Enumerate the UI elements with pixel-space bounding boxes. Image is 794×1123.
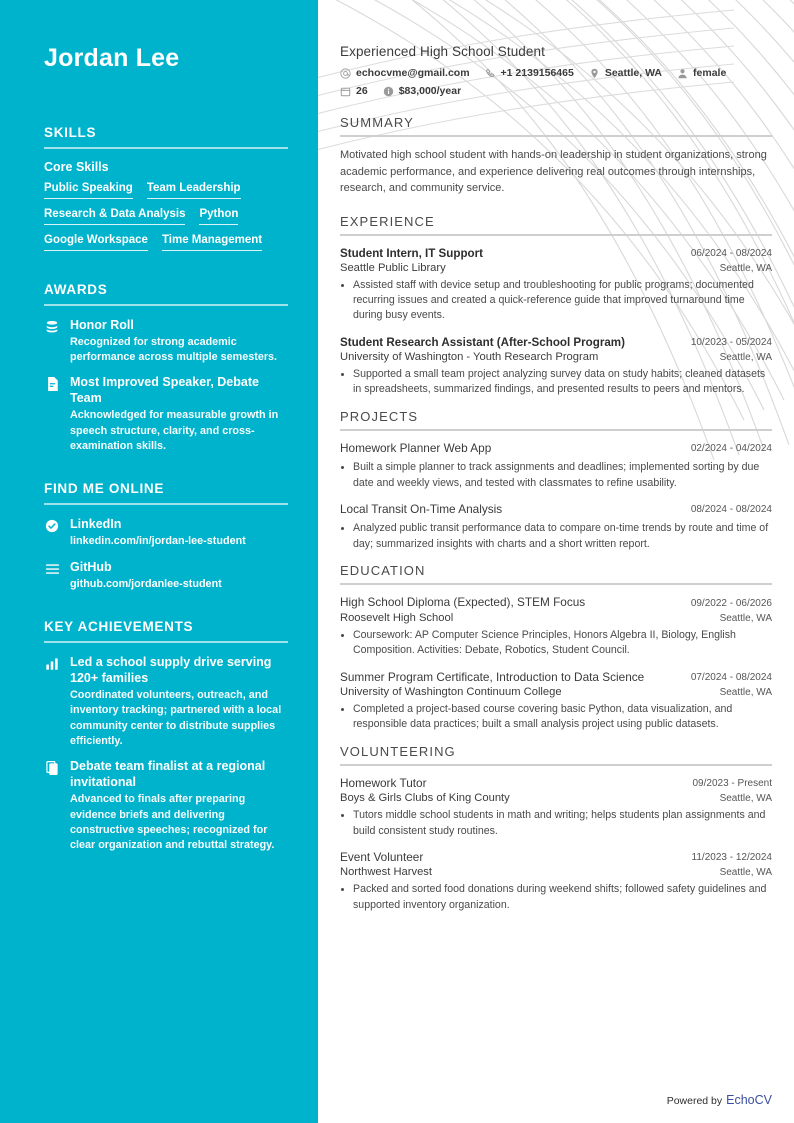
skill-chip: Google Workspace: [44, 234, 148, 251]
education-date: 09/2022 - 06/2026: [690, 597, 772, 609]
sidebar-online-rule: [44, 503, 288, 505]
online-profile-title: GitHub: [70, 559, 112, 574]
achievement-item: [44, 654, 288, 749]
footer-powered-by: Powered by: [666, 1095, 723, 1107]
projects-rule: [340, 429, 772, 431]
skill-chip: Team Leadership: [147, 182, 241, 199]
online-profile-title: LinkedIn: [70, 517, 122, 532]
menu-lines-icon: [44, 561, 60, 577]
sidebar-achievements-title: KEY ACHIEVEMENTS: [44, 619, 194, 635]
calendar-icon: [340, 86, 351, 97]
volunteering-bullets: [340, 882, 772, 913]
education-title: EDUCATION: [340, 563, 426, 579]
education-item: [340, 595, 772, 658]
experience-bullets: [340, 278, 772, 324]
document-icon: [44, 376, 60, 392]
volunteering-org: Boys & Girls Clubs of King County: [340, 792, 510, 805]
skill-chip: Python: [199, 208, 238, 225]
database-stack-icon: [44, 319, 60, 335]
bullet: • Assisted staff with device setup and troubleshooting for public programs; documented recurring issues and created a quick-reference guide that improved turnaround time during busy events.: [353, 278, 772, 324]
project-date: 08/2024 - 08/2024: [690, 504, 772, 516]
volunteering-date: 09/2023 - Present: [692, 777, 772, 789]
person-icon: [677, 68, 688, 79]
candidate-headline: Experienced High School Student: [340, 44, 545, 59]
achievement-title: Led a school supply drive serving 120+ families: [70, 655, 272, 686]
section-volunteering: [340, 744, 772, 913]
experience-date: 06/2024 - 08/2024: [690, 247, 772, 259]
volunteering-role: Homework Tutor: [340, 775, 427, 790]
experience-company: Seattle Public Library: [340, 261, 446, 274]
contact-location-value: Seattle, WA: [604, 67, 663, 79]
experience-date: 10/2023 - 05/2024: [690, 336, 772, 348]
experience-location: Seattle, WA: [719, 351, 772, 363]
clipboard-icon: [44, 760, 60, 776]
volunteering-role: Event Volunteer: [340, 850, 424, 865]
experience-rule: [340, 234, 772, 236]
phone-icon: [485, 68, 496, 79]
award-description: Recognized for strong academic performance across multiple semesters.: [70, 335, 278, 364]
experience-item: [340, 335, 772, 398]
education-bullets: [340, 702, 772, 733]
education-item: [340, 670, 772, 733]
sidebar: [0, 0, 318, 1123]
sidebar-section-skills: [44, 125, 288, 260]
section-experience: [340, 214, 772, 398]
achievement-item: [44, 758, 288, 853]
sidebar-section-awards: [44, 282, 288, 455]
experience-company: University of Washington - Youth Research Program: [340, 350, 599, 363]
skills-group-title: Core Skills: [44, 159, 109, 174]
award-title: Honor Roll: [70, 317, 134, 332]
contact-list: [340, 67, 772, 97]
award-item: [44, 374, 288, 454]
achievement-description: Advanced to finals after preparing evidence briefs and delivering constructive speeches; recognized for clear organization and rebuttal strategy.: [70, 793, 275, 852]
volunteering-rule: [340, 764, 772, 766]
project-bullets: [340, 460, 772, 491]
bullet: • Supported a small team project analyzing survey data on study habits; cleaned datasets in spreadsheets, summarized findings, and presented results to peers and mentors.: [353, 367, 772, 398]
volunteering-item: [340, 850, 772, 913]
contact-phone-value: +1 2139156465: [500, 67, 574, 79]
sidebar-online-title: FIND ME ONLINE: [44, 481, 165, 497]
section-summary: [340, 115, 772, 197]
sidebar-awards-title: AWARDS: [44, 281, 108, 297]
experience-location: Seattle, WA: [719, 262, 772, 274]
main-content: [318, 0, 794, 1123]
online-profile-url[interactable]: github.com/jordanlee-student: [70, 577, 222, 590]
education-degree: Summer Program Certificate, Introduction to Data Science: [340, 669, 645, 684]
footer-brand: EchoCV: [726, 1093, 772, 1107]
bullet: • Analyzed public transit performance data to compare on-time trends by route and time of day; summarized insights with charts and a short written report.: [353, 521, 772, 552]
sidebar-achievements-rule: [44, 641, 288, 643]
volunteering-org: Northwest Harvest: [340, 866, 433, 879]
education-location: Seattle, WA: [719, 686, 772, 698]
section-projects: [340, 409, 772, 552]
volunteering-date: 11/2023 - 12/2024: [691, 852, 772, 864]
contact-email-value: echocvme@gmail.com: [356, 67, 470, 79]
sidebar-awards-rule: [44, 304, 288, 306]
volunteering-item: [340, 776, 772, 839]
experience-title: EXPERIENCE: [340, 213, 435, 229]
at-icon: [340, 68, 351, 79]
project-date: 02/2024 - 04/2024: [690, 443, 772, 455]
project-bullets: [340, 521, 772, 552]
bullet: • Coursework: AP Computer Science Principles, Honors Algebra II, Biology, English Composition. Activities: Debate, Robotics, Student Council.: [353, 628, 772, 659]
bar-chart-icon: [44, 656, 60, 672]
contact-age-value: 26: [356, 85, 368, 97]
contact-phone: [485, 67, 574, 79]
project-name: Local Transit On-Time Analysis: [340, 502, 503, 517]
project-item: [340, 441, 772, 491]
contact-gender-value: female: [693, 67, 727, 79]
education-school: University of Washington Continuum College: [340, 685, 562, 698]
education-rule: [340, 583, 772, 585]
skill-chip: Research & Data Analysis: [44, 208, 185, 225]
skill-chip: Public Speaking: [44, 182, 133, 199]
bullet: • Tutors middle school students in math and writing; helps students plan assignments and build consistent study routines.: [353, 808, 772, 839]
skill-chip: Time Management: [162, 234, 262, 251]
bullet: • Completed a project-based course covering basic Python, data visualization, and responsible data practices; built a small analysis project using public datasets.: [353, 702, 772, 733]
experience-job-title: Student Intern, IT Support: [340, 246, 483, 260]
achievement-title: Debate team finalist at a regional invitational: [70, 759, 266, 790]
contact-location: [589, 67, 662, 79]
summary-title: SUMMARY: [340, 115, 414, 130]
experience-bullets: [340, 367, 772, 398]
education-school: Roosevelt High School: [340, 611, 454, 624]
project-item: [340, 502, 772, 552]
project-name: Homework Planner Web App: [340, 440, 492, 455]
contact-salary-value: $83,000/year: [398, 85, 462, 97]
contact-salary: [383, 85, 461, 97]
contact-gender: [677, 67, 726, 79]
bullet: • Built a simple planner to track assignments and deadlines; implemented sorting by due date and weekly views, and tested with classmates to refine usability.: [353, 460, 772, 491]
summary-text: Motivated high school student with hands-on leadership in student organizations, strong academic performance, and experience delivering real outcomes through internships, research, and community service.: [340, 149, 767, 194]
award-item: [44, 317, 288, 366]
education-location: Seattle, WA: [719, 612, 772, 624]
achievement-description: Coordinated volunteers, outreach, and inventory tracking; partnered with a local community center to distribute supplies efficiently.: [70, 689, 282, 748]
volunteering-bullets: [340, 808, 772, 839]
volunteering-title: VOLUNTEERING: [340, 743, 456, 759]
volunteering-location: Seattle, WA: [719, 793, 772, 805]
skill-chip-list: [44, 182, 288, 260]
sidebar-skills-rule: [44, 147, 288, 149]
footer: [667, 1093, 772, 1107]
volunteering-location: Seattle, WA: [719, 867, 772, 879]
education-date: 07/2024 - 08/2024: [690, 671, 772, 683]
sidebar-section-find-me-online: [44, 481, 288, 592]
award-title: Most Improved Speaker, Debate Team: [70, 375, 259, 406]
online-profile-linkedin[interactable]: [44, 516, 288, 549]
candidate-name: Jordan Lee: [44, 44, 180, 72]
projects-title: PROJECTS: [340, 408, 419, 424]
sidebar-skills-title: SKILLS: [44, 124, 97, 140]
education-bullets: [340, 628, 772, 659]
online-profile-github[interactable]: [44, 559, 288, 592]
summary-rule: [340, 135, 772, 137]
location-pin-icon: [589, 68, 600, 79]
education-degree: High School Diploma (Expected), STEM Focus: [340, 595, 586, 610]
contact-age: [340, 85, 368, 97]
info-icon: [383, 86, 394, 97]
experience-job-title: Student Research Assistant (After-School Program): [340, 335, 625, 349]
sidebar-section-key-achievements: [44, 619, 288, 854]
award-description: Acknowledged for measurable growth in speech structure, clarity, and cross-examination skills.: [70, 409, 279, 453]
check-circle-icon: [44, 518, 60, 534]
online-profile-url[interactable]: linkedin.com/in/jordan-lee-student: [70, 535, 246, 548]
bullet: • Packed and sorted food donations during weekend shifts; followed safety guidelines and supported inventory organization.: [353, 882, 772, 913]
contact-email: [340, 67, 470, 79]
experience-item: [340, 246, 772, 324]
section-education: [340, 563, 772, 732]
